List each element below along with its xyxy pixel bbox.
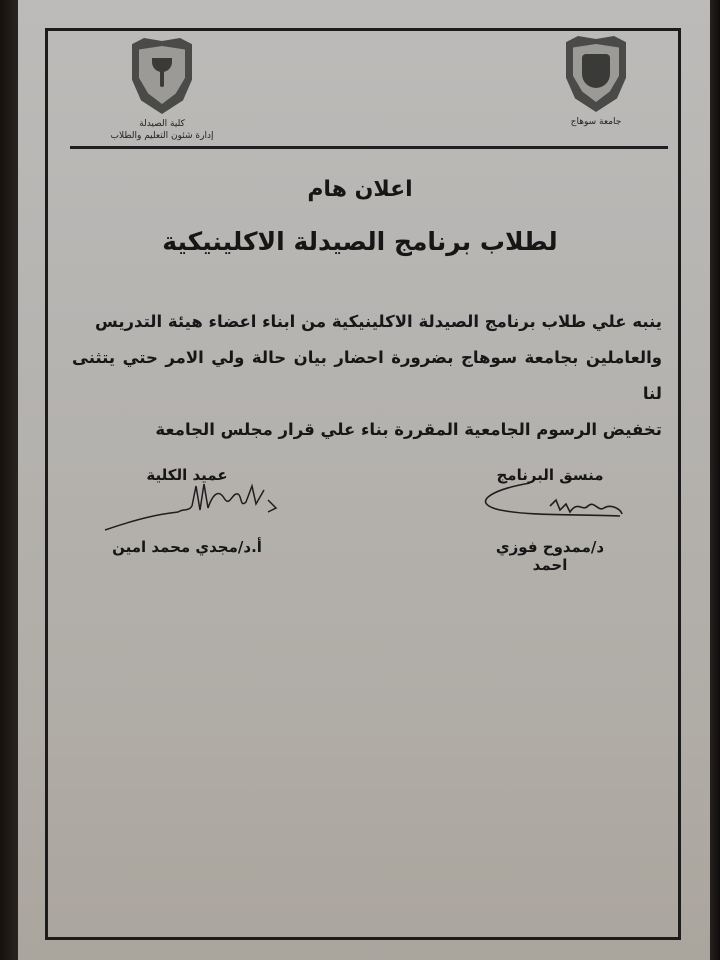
body-line: والعاملين بجامعة سوهاج بضرورة احضار بيان حالة ولي الامر حتي يتثنى لنا [72,348,662,403]
faculty-name-line1: كلية الصيدلة [139,119,185,129]
coordinator-signature [470,478,640,528]
university-logo [548,36,644,128]
faculty-department: إدارة شئون التعليم والطلاب [110,131,214,141]
body-line: تخفيض الرسوم الجامعية المقررة بناء علي قرار مجلس الجامعة [155,420,662,439]
dean-role: عميد الكلية [146,466,228,484]
dean-name: أ.د/مجدي محمد امين [112,538,262,556]
announcement-body [72,304,662,448]
background-left [0,0,18,960]
sohag-university-shield-icon [566,36,626,112]
dean-signature [100,478,285,538]
coordinator-name: د/ممدوح فوزي احمد [495,538,605,574]
header-divider [70,146,668,149]
faculty-of-pharmacy-shield-icon [132,38,192,114]
faculty-logo [98,38,226,142]
announcement-subtitle: لطلاب برنامج الصيدلة الاكلينيكية [162,227,558,256]
coordinator-role: منسق البرنامج [496,466,604,484]
body-line: ينبه علي طلاب برنامج الصيدلة الاكلينيكية من ابناء اعضاء هيئة التدريس [95,312,662,331]
university-name: جامعة سوهاج [570,117,622,127]
announcement-title: اعلان هام [307,177,413,202]
faculty-name [111,118,214,142]
